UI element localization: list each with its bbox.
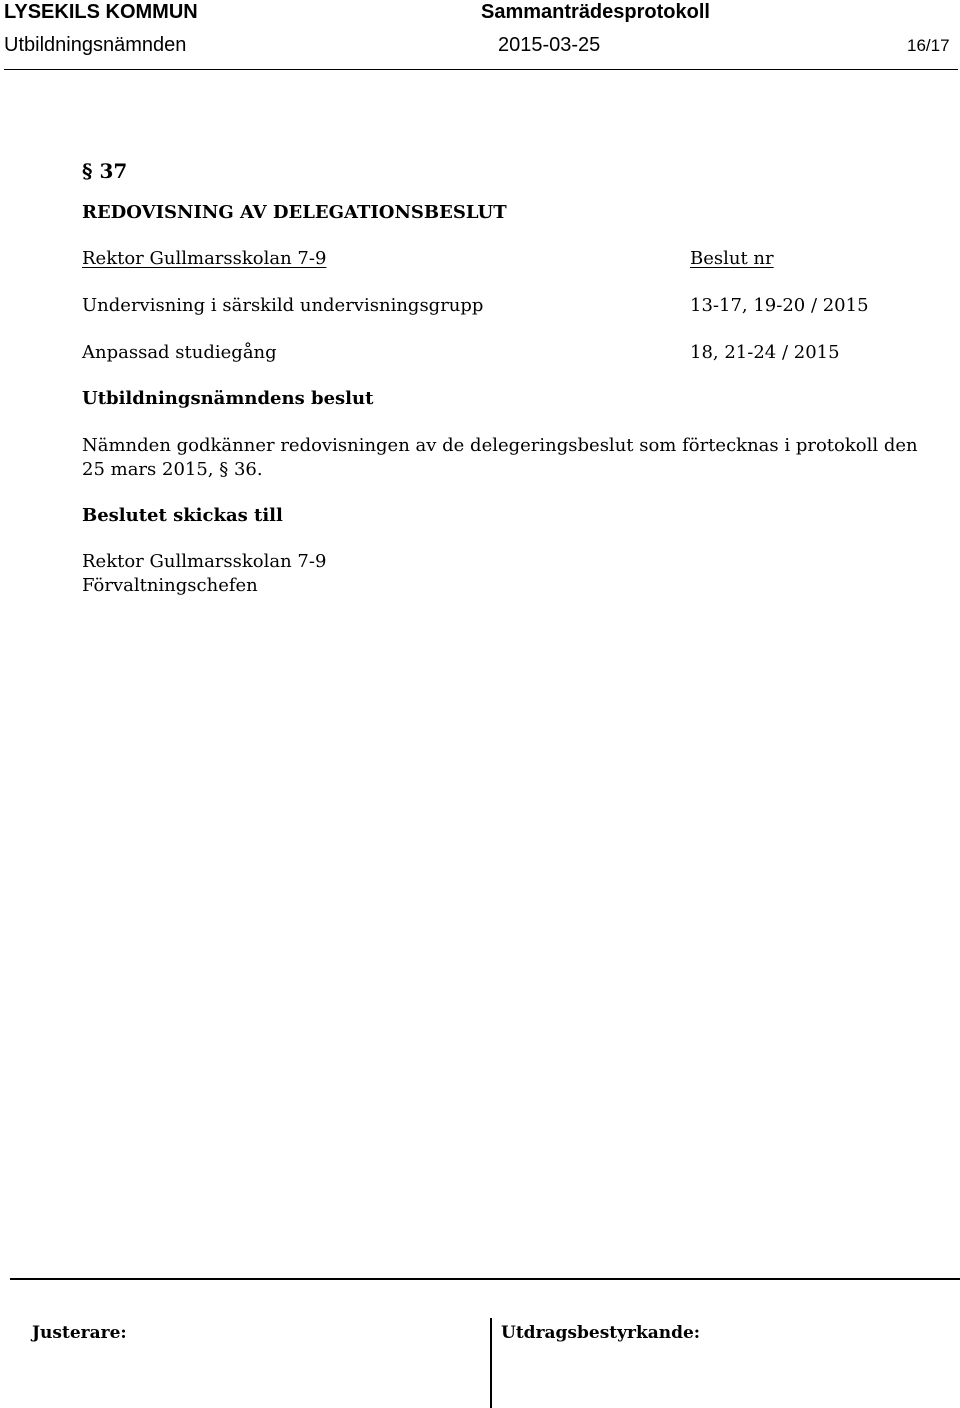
page-number: 16/17	[907, 36, 950, 55]
recipient: Rektor Gullmarsskolan 7-9	[82, 551, 327, 572]
decision-heading: Utbildningsnämndens beslut	[82, 388, 374, 409]
section-title: REDOVISNING AV DELEGATIONSBESLUT	[82, 202, 507, 223]
table-row-value: 18, 21-24 / 2015	[690, 342, 840, 363]
table-row-label: Anpassad studiegång	[82, 342, 277, 363]
document-type: Sammanträdesprotokoll	[481, 1, 710, 23]
header-divider	[4, 69, 958, 70]
footer-divider	[10, 1278, 960, 1280]
recipient: Förvaltningschefen	[82, 575, 258, 596]
footer-certification-label: Utdragsbestyrkande:	[501, 1323, 701, 1343]
decision-text-line-2: 25 mars 2015, § 36.	[82, 459, 263, 480]
table-right-header: Beslut nr	[690, 248, 774, 269]
table-row-label: Undervisning i särskild undervisningsgrupp	[82, 295, 484, 316]
meeting-date: 2015-03-25	[498, 34, 601, 56]
footer-vertical-divider	[490, 1318, 492, 1408]
distribution-heading: Beslutet skickas till	[82, 505, 283, 526]
footer-adjuster-label: Justerare:	[32, 1323, 127, 1343]
decision-text-line-1: Nämnden godkänner redovisningen av de delegeringsbeslut som förtecknas i protokoll den	[82, 435, 918, 456]
table-left-header: Rektor Gullmarsskolan 7-9	[82, 248, 327, 269]
table-row-value: 13-17, 19-20 / 2015	[690, 295, 869, 316]
organization-name: LYSEKILS KOMMUN	[4, 1, 198, 23]
paragraph-symbol: §	[82, 159, 93, 183]
section-number: 37	[99, 159, 128, 183]
committee-name: Utbildningsnämnden	[4, 34, 187, 56]
section-heading	[82, 158, 127, 184]
